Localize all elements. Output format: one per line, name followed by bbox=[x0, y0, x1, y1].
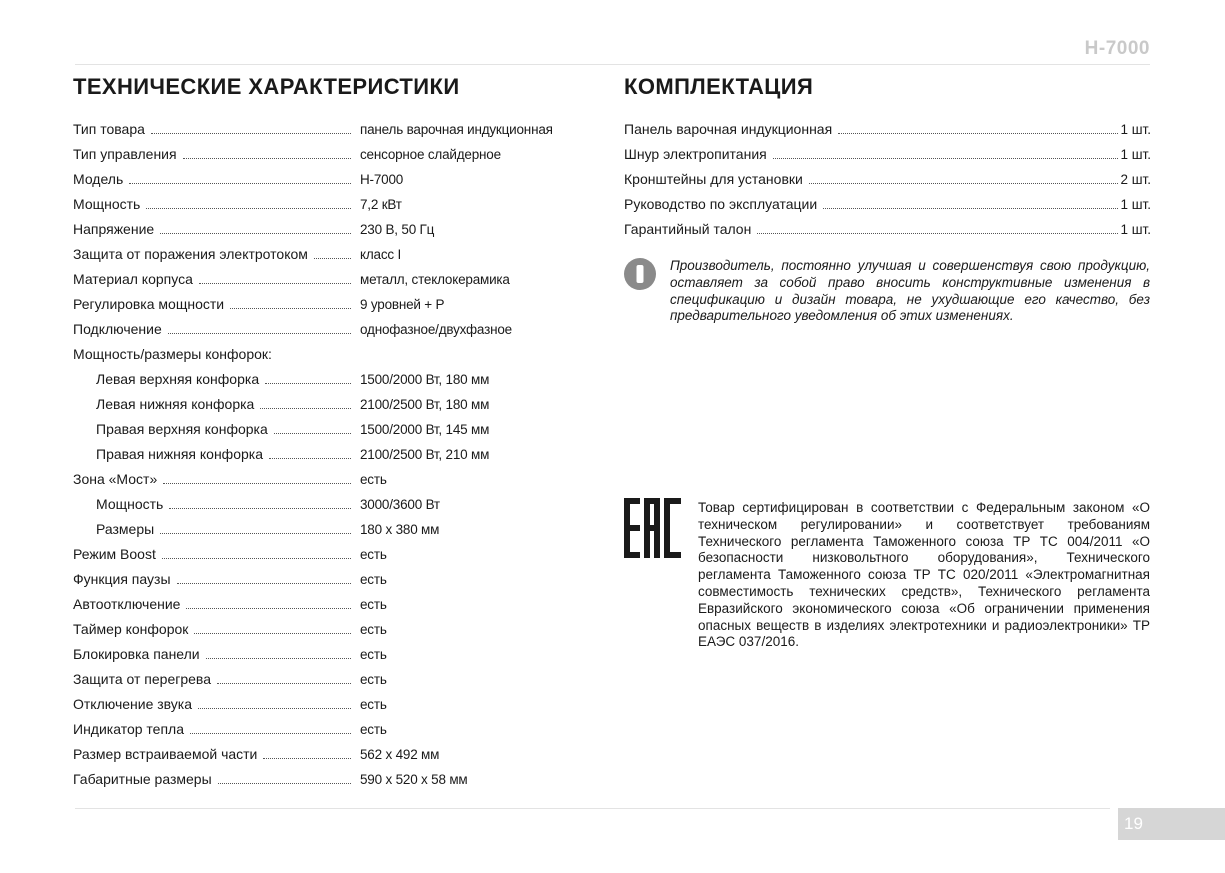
spec-row bbox=[73, 367, 613, 392]
spec-label: Габаритные размеры bbox=[73, 771, 212, 787]
package-item-qty: 2 шт. bbox=[1120, 172, 1151, 187]
spec-row bbox=[73, 392, 613, 417]
package-item-label: Шнур электропитания bbox=[624, 146, 767, 162]
dot-leader bbox=[183, 157, 351, 159]
spec-row bbox=[73, 617, 613, 642]
spec-label: Функция паузы bbox=[73, 571, 171, 587]
spec-label: Блокировка панели bbox=[73, 646, 200, 662]
spec-row bbox=[73, 217, 613, 242]
dot-leader bbox=[198, 707, 351, 709]
burners-section-title: Мощность/размеры конфорок: bbox=[73, 346, 272, 362]
spec-label: Подключение bbox=[73, 321, 162, 337]
spec-value: есть bbox=[360, 572, 387, 587]
package-item bbox=[624, 167, 1151, 192]
spec-row bbox=[73, 442, 613, 467]
spec-row bbox=[73, 742, 613, 767]
page-number: 19 bbox=[1118, 808, 1225, 840]
dot-leader bbox=[809, 182, 1119, 184]
package-item bbox=[624, 142, 1151, 167]
package-list bbox=[624, 117, 1151, 242]
dot-leader bbox=[263, 757, 351, 759]
spec-row bbox=[73, 467, 613, 492]
spec-label: Защита от перегрева bbox=[73, 671, 211, 687]
spec-row bbox=[73, 417, 613, 442]
package-title: КОМПЛЕКТАЦИЯ bbox=[624, 74, 814, 99]
package-item-qty: 1 шт. bbox=[1120, 197, 1151, 212]
package-item-label: Руководство по эксплуатации bbox=[624, 196, 818, 212]
manufacturer-notice: Производитель, постоянно улучшая и совершенствуя свою продукцию, оставляет за собой право вносить конструктивные изменения в спецификацию и дизайн товара, не ухудшающие его качество, без предварительного уведомления об этих изменениях. bbox=[670, 258, 1150, 324]
spec-label: Тип товара bbox=[73, 121, 145, 137]
spec-label: Отключение звука bbox=[73, 696, 193, 712]
package-item-qty: 1 шт. bbox=[1120, 222, 1151, 237]
spec-value: H-7000 bbox=[360, 172, 404, 187]
dot-leader bbox=[168, 332, 351, 334]
spec-label: Тип управления bbox=[73, 146, 177, 162]
spec-value: металл, стеклокерамика bbox=[360, 272, 510, 287]
top-divider bbox=[75, 64, 1150, 65]
dot-leader bbox=[129, 182, 351, 184]
dot-leader bbox=[269, 457, 351, 459]
dot-leader bbox=[169, 507, 351, 509]
spec-value: есть bbox=[360, 647, 387, 662]
spec-label: Индикатор тепла bbox=[73, 721, 184, 737]
spec-value: 9 уровней + Р bbox=[360, 297, 445, 312]
notice-icon bbox=[624, 258, 656, 290]
dot-leader bbox=[146, 207, 351, 209]
package-item-label: Кронштейны для установки bbox=[624, 171, 803, 187]
spec-row bbox=[73, 192, 613, 217]
spec-row bbox=[73, 142, 613, 167]
spec-row bbox=[73, 117, 613, 142]
spec-label: Автоотключение bbox=[73, 596, 181, 612]
dot-leader bbox=[177, 582, 351, 584]
spec-value: однофазное/двухфазное bbox=[360, 322, 512, 337]
dot-leader bbox=[823, 207, 1118, 209]
spec-row bbox=[73, 717, 613, 742]
package-item-qty: 1 шт. bbox=[1120, 122, 1151, 137]
spec-label: Напряжение bbox=[73, 221, 155, 237]
spec-value: 1500/2000 Вт, 180 мм bbox=[360, 372, 490, 387]
spec-value: 2100/2500 Вт, 210 мм bbox=[360, 447, 490, 462]
spec-label: Мощность bbox=[96, 496, 164, 512]
spec-label: Мощность bbox=[73, 196, 141, 212]
spec-label: Левая нижняя конфорка bbox=[96, 396, 255, 412]
dot-leader bbox=[186, 607, 351, 609]
dot-leader bbox=[773, 157, 1119, 159]
spec-value: 590 x 520 x 58 мм bbox=[360, 772, 468, 787]
dot-leader bbox=[190, 732, 351, 734]
spec-row bbox=[73, 567, 613, 592]
spec-label: Модель bbox=[73, 171, 124, 187]
spec-value: есть bbox=[360, 547, 387, 562]
spec-row bbox=[73, 692, 613, 717]
spec-value: класс I bbox=[360, 247, 402, 262]
spec-value: есть bbox=[360, 672, 387, 687]
eac-mark-icon bbox=[624, 498, 681, 558]
package-item bbox=[624, 217, 1151, 242]
specs-list bbox=[73, 117, 613, 792]
spec-label: Защита от поражения электротоком bbox=[73, 246, 308, 262]
spec-value: есть bbox=[360, 472, 387, 487]
spec-value: 3000/3600 Вт bbox=[360, 497, 440, 512]
dot-leader bbox=[265, 382, 351, 384]
spec-label: Материал корпуса bbox=[73, 271, 193, 287]
specs-title: ТЕХНИЧЕСКИЕ ХАРАКТЕРИСТИКИ bbox=[73, 74, 460, 99]
spec-row bbox=[73, 267, 613, 292]
spec-value: 1500/2000 Вт, 145 мм bbox=[360, 422, 490, 437]
spec-row bbox=[73, 492, 613, 517]
spec-label: Зона «Мост» bbox=[73, 471, 158, 487]
spec-row bbox=[73, 767, 613, 792]
spec-row bbox=[73, 642, 613, 667]
dot-leader bbox=[757, 232, 1118, 234]
model-header: H-7000 bbox=[1084, 38, 1150, 59]
spec-row bbox=[73, 167, 613, 192]
dot-leader bbox=[160, 532, 351, 534]
spec-row bbox=[73, 517, 613, 542]
spec-row bbox=[73, 592, 613, 617]
spec-label: Правая нижняя конфорка bbox=[96, 446, 263, 462]
spec-value: есть bbox=[360, 722, 387, 737]
spec-row bbox=[73, 242, 613, 267]
spec-value: 180 x 380 мм bbox=[360, 522, 440, 537]
spec-label: Размеры bbox=[96, 521, 155, 537]
dot-leader bbox=[218, 782, 351, 784]
package-item-label: Гарантийный талон bbox=[624, 221, 752, 237]
dot-leader bbox=[163, 482, 351, 484]
spec-label: Левая верхняя конфорка bbox=[96, 371, 260, 387]
dot-leader bbox=[314, 257, 351, 259]
dot-leader bbox=[217, 682, 351, 684]
spec-row bbox=[73, 292, 613, 317]
spec-label: Режим Boost bbox=[73, 546, 156, 562]
spec-value: сенсорное слайдерное bbox=[360, 147, 501, 162]
package-item-qty: 1 шт. bbox=[1120, 147, 1151, 162]
dot-leader bbox=[206, 657, 351, 659]
dot-leader bbox=[838, 132, 1118, 134]
spec-value: 230 В, 50 Гц bbox=[360, 222, 435, 237]
bottom-divider bbox=[75, 808, 1110, 809]
spec-row bbox=[73, 542, 613, 567]
spec-value: 562 x 492 мм bbox=[360, 747, 440, 762]
spec-value: 2100/2500 Вт, 180 мм bbox=[360, 397, 490, 412]
package-item-label: Панель варочная индукционная bbox=[624, 121, 833, 137]
spec-row bbox=[73, 317, 613, 342]
dot-leader bbox=[274, 432, 351, 434]
spec-label: Правая верхняя конфорка bbox=[96, 421, 268, 437]
spec-label: Размер встраиваемой части bbox=[73, 746, 258, 762]
dot-leader bbox=[230, 307, 351, 309]
package-item bbox=[624, 192, 1151, 217]
dot-leader bbox=[260, 407, 351, 409]
package-item bbox=[624, 117, 1151, 142]
dot-leader bbox=[194, 632, 351, 634]
spec-row bbox=[73, 667, 613, 692]
certification-text: Товар сертифицирован в соответствии с Федеральным законом «О техническом регулировании» и соответствует требованиям Технического регламента Таможенного союза ТР ТС 004/2011 «О безопасности низковольтного оборудования», Технического регламента Таможенного союза ТР ТС 020/2011 «Электромагнитная совместимость технических средств», Технического регламента Евразийского экономического союза «Об ограничении применения опасных веществ в изделиях электротехники и радиоэлектроники» ТР ЕАЭС 037/2016. bbox=[698, 500, 1150, 650]
dot-leader bbox=[162, 557, 351, 559]
spec-value: панель варочная индукционная bbox=[360, 122, 553, 137]
dot-leader bbox=[199, 282, 351, 284]
spec-value: есть bbox=[360, 597, 387, 612]
spec-value: есть bbox=[360, 622, 387, 637]
spec-label: Регулировка мощности bbox=[73, 296, 225, 312]
spec-value: есть bbox=[360, 697, 387, 712]
dot-leader bbox=[151, 132, 351, 134]
spec-value: 7,2 кВт bbox=[360, 197, 402, 212]
dot-leader bbox=[160, 232, 351, 234]
spec-label: Таймер конфорок bbox=[73, 621, 189, 637]
